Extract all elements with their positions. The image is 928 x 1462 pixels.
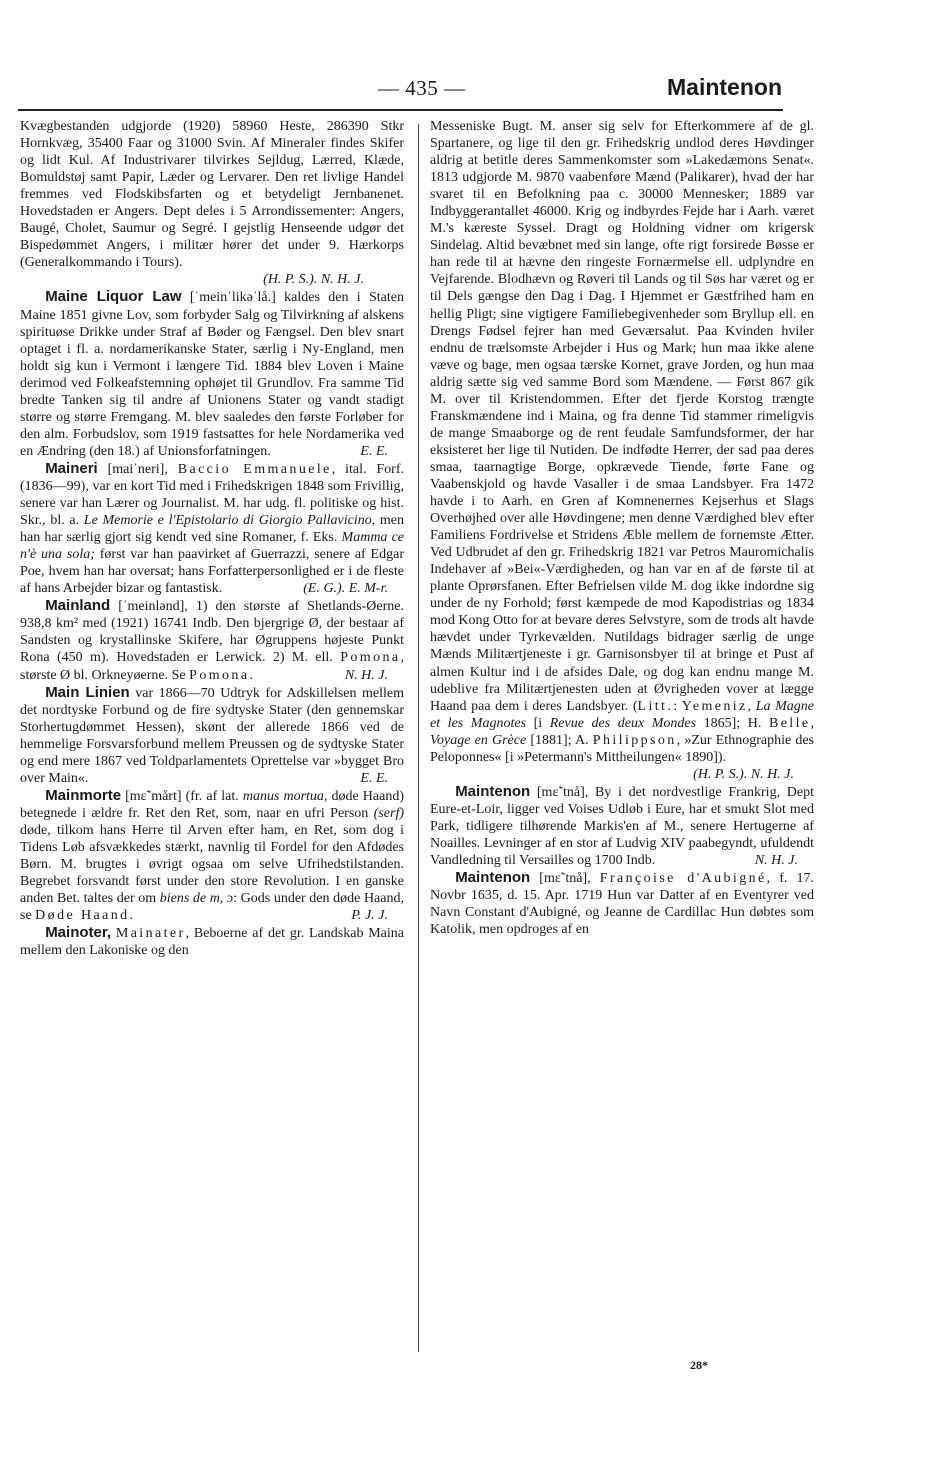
- signature: E. E.: [360, 770, 388, 786]
- signature: N. H. J.: [344, 667, 388, 683]
- continued-paragraph: Kvægbestanden udgjorde (1920) 58960 Heste, 286390 Stkr Hornkvæg, 35400 Faar og 31000 Svin. Af Mineraler findes Skifer og lidt Kul. Af Industrivarer tilvirkes Sejldug, Lærred, Klæde, Bomuldstøj samt Papir, Læder og Lervarer. Den ret livlige Handel fremmes ved Flodskibsfarten og et betydeligt Jernbanenet. Hovedstaden er Angers. Dept deles i 5 Arrondissementer: Angers, Baugé, Cholet, Saumur og Segré. I gejstlig Henseende udgør det Bispedømmet Angers, i militær hører det under 9. Hærkorps (Generalkommando i Tours). (H. P. S.). N. H. J.: [20, 119, 404, 288]
- right-column: [430, 118, 814, 938]
- column-divider: [418, 124, 419, 1352]
- continued-paragraph: Messeniske Bugt. M. anser sig selv for Efterkommere af de gl. Spartanere, og lige til den gr. Frihedskrig undlod deres Høvdinger aldrig at betitle deres Sammenkomster som »Lakedæmons Senat«. 1813 udgjorde M. 9870 vaabenføre Mænd (Palikarer), hvad der har svaret til en Befolkning paa c. 30000 Mennesker; 1889 var Indbyggerantallet 46000. Krig og indbyrdes Fejde har i Aarh. været M.'s kæreste Syssel. Dragt og Holdning vidner om krigersk Sindelag. Altid bevæbnet med sin lange, ofte rigt forsirede Bøsse er han rede til at hævne den ringeste Fornærmelse ell. udplyndre en Vejfarende. Blodhævn og Røveri til Lands og til Søs har været og er til Dels gængse den Dag i Dag. I Hjemmet er Gæstfrihed ham en hellig Pligt; sine vigtigere Familiebegivenheder som Bryllup ell. en Drengs Fødsel fejrer han med Geværsalut. Paa Kvinden hviler endnu de trælsomste Arbejder i Hus og Mark; hun maa ikke alene væve og bage, men ogsaa tærske Kornet, grave Jorden, og hun maa aldrig sætte sig ved samme Bord som Mændene. — Først 867 gik M. over til Kristendommen. Efter det fjerde Korstog trængte Franskmændene ind i Maina, og fra denne Tid stammer rimeligvis de mange Smaaborge og de rent feudale Samfundsformer, der har eksisteret her lige til Nutiden. De indfødte Herrer, der sad paa deres smaa, taarnagtige Borge, opkrævede Tiende, førte Fane og Vaabenskjold og havde Vasaller i de smaa Landsbyer. Fra 1472 havde i to Aarh. en Gren af Komnenernes Kejserhus et Slags Overhøjhed over alle Høvdingene; men denne Værdighed blev efter Familiens Fordrivelse et Stridens Æble mellem de fornemste Ætter. Ved Udbrudet af den gr. Frihedskrig 1821 var Petros Mauromichalis Indehaver af »Bei«-Værdigheden, og han var en af de første til at plante Oprørsfanen. Efter Befrielsen vilde M. dog ikke indordne sig under de ny Forhold; først kæmpede de mod Kapodistrias og 1834 mod Kong Otto for at bevare deres Selvstyre, som de trods alt havde hævdet under Tyrkevælden. Nutildags bidrager særlig de unge Mænds Militærtjeneste i gr. Garnisonsbyer til at bringe et Pust af almen Kultur ind i de afsides Dale, og dog kan endnu mange M. udeblive fra Militærtjenesten uden at Øvrigheden vover at lægge Haand paa dem i deres Landsbyer. (Litt.: Yemeniz, La Magne et les Magnotes [i Revue des deux Mondes 1865]; H. Belle, Voyage en Grèce [1881]; A. Philippson, »Zur Ethnographie des Peloponnes« [i »Petermann's Mittheilungen« 1890]). (H. P. S.). N. H. J.: [430, 119, 815, 782]
- signature: (H. P. S.). N. H. J.: [263, 272, 364, 288]
- signature: E. E.: [360, 443, 388, 459]
- header-rule: [18, 109, 783, 111]
- entry-maine-liquor-law: Maine Liquor Law [ˈmeinˈlikəˈlå.] kaldes den i Staten Maine 1851 givne Lov, som forbyder Salg og Tilvirkning af alskens spirituøse Drikke under Straf af Bøder og Fængsel. Den blev snart optaget i fl. a. nordamerikanske Stater, særlig i Ny-England, men holdt sig kun i Vermont i længere Tid. 1884 blev Loven i Maine derimod ved Folkeafstemning ophøjet til Grundlov. Fra samme Tid bredte Tanken sig til andre af Unionens Stater og vandt stadigt større og større Fremgang. M. blev saaledes den første Forløber for den alm. Forbudslov, som 1919 fastsattes for hele Nordamerika ved en Ændring (den 18.) af Unionsforfatningen. E. E.: [20, 288, 404, 459]
- signature: (H. P. S.). N. H. J.: [693, 766, 794, 782]
- entry-maintenon-person: Maintenon [mɛ̃ˈtnå], Françoise d'Aubigné, f. 17. Novbr 1635, d. 15. Apr. 1719 Hun var Datter af en Eventyrer ved Navn Constant d'Aubigné, og Jeanne de Cardillac Hun døbtes som Katolik, men opdroges af en: [430, 869, 815, 938]
- entry-main-linien: Main Linien var 1866—70 Udtryk for Adskillelsen mellem det nordtyske Forbund og de fire sydtyske Stater (den gennemskar Storhertugdømmet Hessen), skønt der allerede 1866 ved de hemmelige Forsvarsforbund mellem Preussen og de sydtyske Stater og end mere 1867 ved Toldparlamentets Oprettelse var »bygget Bro over Main«. E. E.: [20, 683, 405, 786]
- entry-mainmorte: Mainmorte [mɛ̃ˈmårt] (fr. af lat. manus mortua, døde Haand) betegnede i ældre fr. Ret den Ret, som, naar en ufri Person (serf) døde, tilkom hans Herre til Arven efter ham, en Ret, som dog i Tidens Løb afsvækkedes stærkt, navnlig til Fordel for den Afdødes Børn. M. brugtes i øvrigt ogsaa om selve Ufrihedstilstanden. Begrebet forsvandt først under den store Revolution. I en ganske anden Bet. taltes der om biens de m, ɔ: Gods under den døde Haand, se Døde Haand. P. J. J.: [20, 786, 404, 924]
- headword: Maintenon: [455, 782, 531, 800]
- entry-mainoter: Mainoter, Mainater, Beboerne af det gr. Landskab Maina mellem den Lakoniske og den: [20, 924, 404, 959]
- signature-mark: 28*: [690, 1358, 708, 1372]
- headword: Mainmorte: [45, 786, 122, 804]
- signature: N. H. J.: [754, 853, 798, 869]
- entry-maineri: Maineri [maiˈneri], Baccio Emmanuele, ital. Forf. (1836—99), var en kort Tid med i Frihedskrigen 1848 som Frivillig, senere var han Lærer og Journalist. M. har udg. fl. politiske og hist. Skr., bl. a. Le Memorie e l'Epistolario di Giorgio Pallavicino, men han har særlig gjort sig kendt ved sine Romaner, f. Eks. Mamma ce n'è una sola; først var han paavirket af Guerrazzi, senere af Edgar Poe, hvem han har oversat; hans Forfatterpersonlighed er i de fleste af hans Arbejder bizar og fantastisk. (E. G.). E. M-r.: [20, 459, 405, 597]
- headword: Maineri: [45, 459, 98, 477]
- headword: Main Linien: [45, 683, 130, 701]
- entry-mainland: Mainland [ˈmeinlənd], 1) den største af Shetlands-Øerne. 938,8 km² med (1921) 16741 Indb. Den bjergrige Ø, der bestaar af Sandsten og krystallinske Skifere, har Øgruppens højeste Punkt Rona (450 m). Hovedstaden er Lerwick. 2) M. ell. Pomona, største Ø bl. Orkneyøerne. Se Pomona. N. H. J.: [20, 597, 404, 683]
- signature: P. J. J.: [351, 908, 388, 924]
- headword: Mainland: [45, 597, 111, 615]
- signature: (E. G.). E. M-r.: [303, 581, 388, 597]
- headword: Maintenon: [455, 869, 531, 887]
- entry-maintenon-town: Maintenon [mɛ̃ˈtnå], By i det nordvestlige Frankrig, Dept Eure-et-Loir, ligger ved Voises Udløb i Eure, har et smukt Slot med Park, tidligere tilhørende Markis'en af M., senere Hertugerne af Noailles. Levninger af en stor af Ludvig XIV paabegyndt, ufuldendt Vandledning til Versailles og 1700 Indb. N. H. J.: [430, 782, 814, 869]
- running-head: Maintenon: [667, 74, 782, 100]
- headword: Mainoter,: [45, 924, 112, 942]
- left-column: [20, 118, 404, 959]
- headword: Maine Liquor Law: [45, 288, 182, 306]
- page-number: — 435 —: [378, 76, 466, 100]
- page-header: [18, 72, 792, 108]
